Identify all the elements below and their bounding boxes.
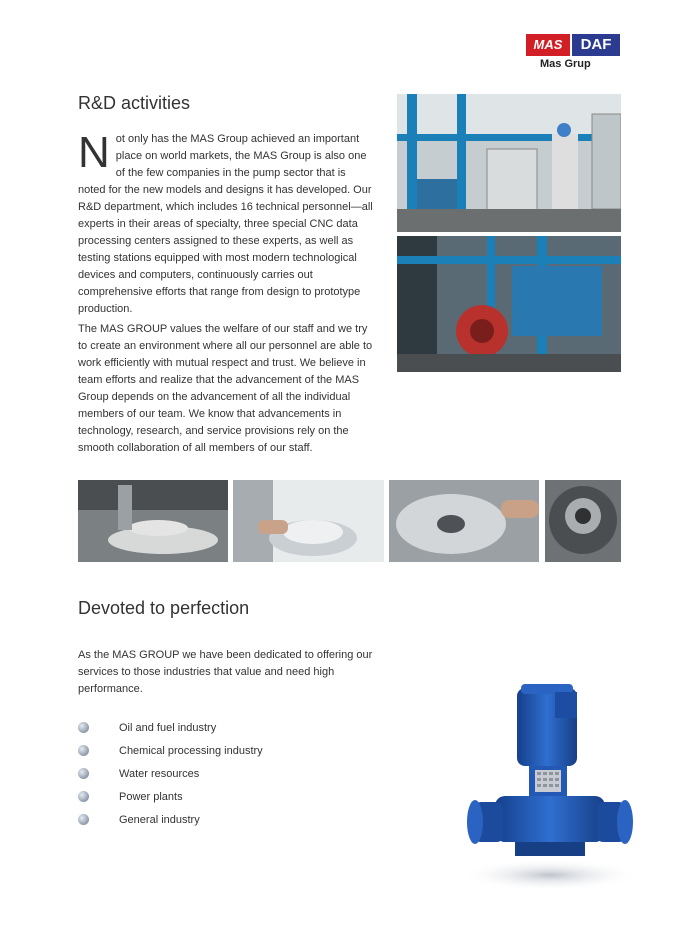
bullet-icon [78, 791, 89, 802]
bullet-icon [78, 814, 89, 825]
photo-pump-station [397, 236, 621, 372]
perfection-paragraph: As the MAS GROUP we have been dedicated to offering our services to those industries that value and need high performance. [78, 649, 373, 695]
section-title-rd: R&D activities [78, 93, 191, 113]
bullet-icon [78, 745, 89, 756]
photo-cnc-machining [78, 480, 228, 562]
bullet-icon [78, 768, 89, 779]
pump-product-image [455, 670, 645, 895]
photo-impeller-casting [545, 480, 621, 562]
logo-daf: DAF [572, 34, 620, 56]
photo-control-room [397, 94, 621, 232]
logo-group-name: Mas Grup [540, 58, 591, 70]
rd-paragraph-1 [78, 128, 376, 318]
section-title-perfection: Devoted to perfection [78, 598, 250, 618]
drop-cap: N [78, 128, 110, 177]
rd-paragraph-1-text: ot only has the MAS Group achieved an important place on world markets, the MAS Group is also one of the few companies in the pump sector that is noted for the new models and designs it has developed. Our R&D department, which includes 16 technical personnel—all experts in their areas of specialty, three special CNC data processing centers assigned to these experts, as well as testing stations equipped with most modern technological devices and computers, continuously carries out comprehensive efforts that range from design to prototype production. [78, 133, 373, 315]
rd-paragraph-2: The MAS GROUP values the welfare of our staff and we try to create an environment where all our personnel are able to work efficiently with mutual respect and trust. We believe in team efforts and realize that the advancement of the MAS Group depends on the advancement of all the individual members of our team. We know that advancements in technology, research, and service provisions rely on the smooth collaboration of all members of our staff. [78, 323, 373, 454]
photo-mould-work [233, 480, 384, 562]
bullet-icon [78, 722, 89, 733]
company-logo [526, 34, 622, 74]
photo-casting-inspection [389, 480, 539, 562]
logo-mas: MAS [526, 34, 570, 56]
